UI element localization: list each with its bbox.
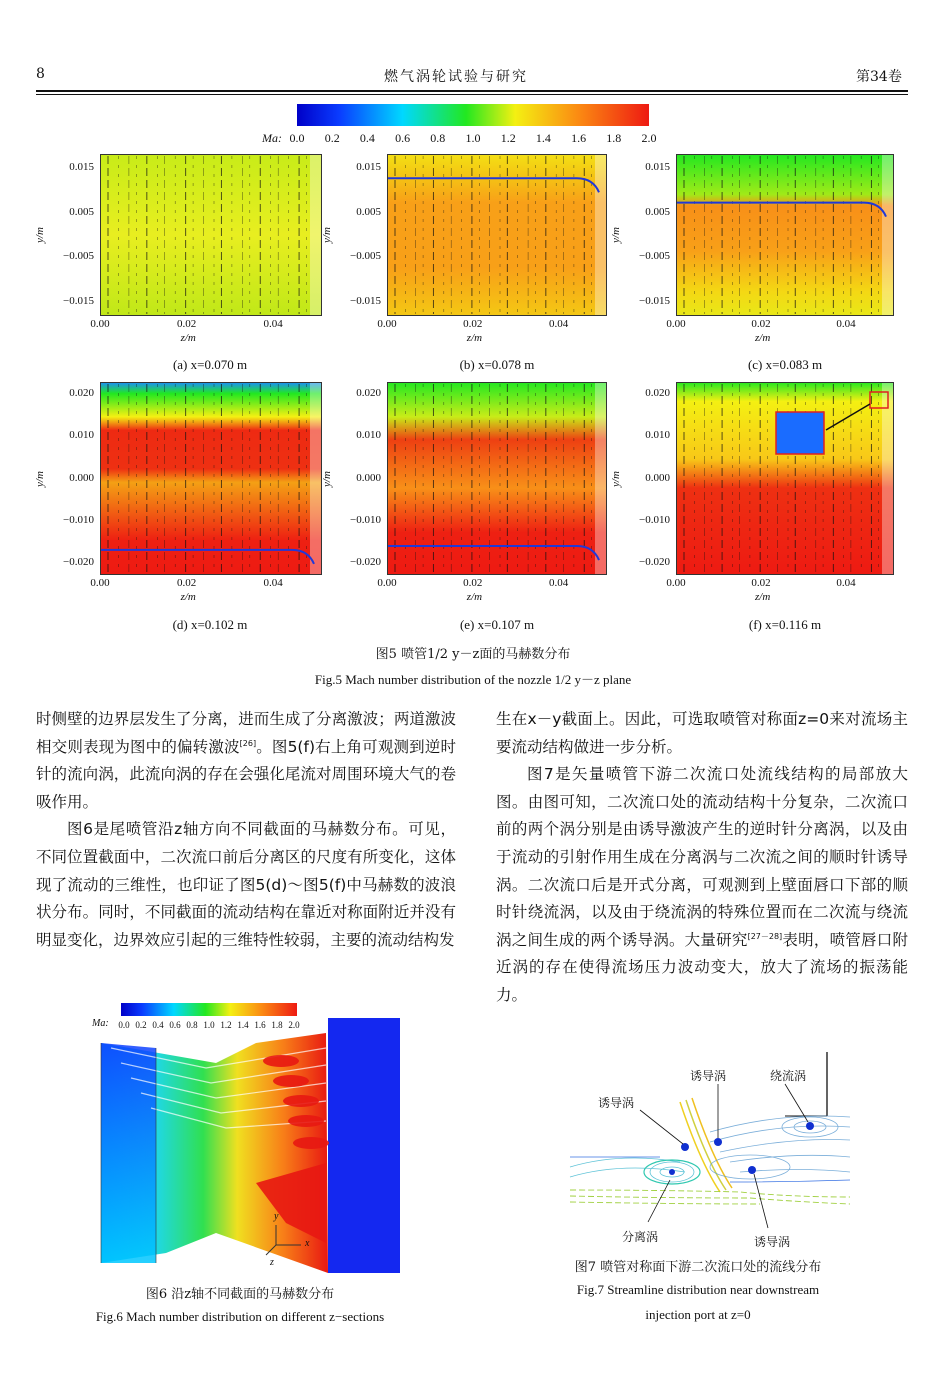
fig6-axis-z: z (270, 1257, 274, 1268)
fig6-colorbar-tick: 0.6 (169, 1020, 181, 1030)
x-tick-label: 0.02 (176, 577, 197, 589)
fig6-colorbar-tick: 1.4 (237, 1020, 249, 1030)
colorbar-tick: 0.2 (324, 131, 340, 145)
x-axis-label: z/m (180, 332, 196, 344)
fig6-caption-en: Fig.6 Mach number distribution on different z−sections (95, 1309, 385, 1324)
y-tick-label: 0.005 (645, 205, 670, 218)
fig7-caption-en-2: injection port at z=0 (645, 1307, 751, 1322)
x-tick-label: 0.04 (836, 318, 856, 330)
subfigure-caption: (e) x=0.107 m (459, 617, 535, 632)
x-tick-label: 0.02 (463, 318, 483, 330)
subfigure-caption: (b) x=0.078 m (459, 357, 535, 372)
fig5-panel-plot (676, 382, 894, 575)
x-axis-label: z/m (755, 591, 771, 603)
fig6-colorbar-tick: 2.0 (288, 1020, 300, 1030)
colorbar-tick: 0.0 (289, 131, 305, 145)
y-tick-label: 0.020 (645, 387, 670, 399)
fig7-label-bypass: 绕流涡 (770, 1069, 807, 1083)
y-tick-label: 0.000 (645, 471, 670, 484)
y-tick-label: −0.020 (63, 556, 94, 568)
page-number: 8 (36, 66, 45, 82)
x-axis-label: z/m (180, 591, 196, 603)
y-tick-label: −0.015 (350, 295, 381, 307)
y-tick-label: 0.005 (69, 205, 94, 218)
x-tick-label: 0.04 (263, 577, 283, 589)
left-paragraph-2: 图6是尾喷管沿z轴方向不同截面的马赫数分布。可见，不同位置截面中，二次流口前后分离区的尺度有所变化，这体现了流动的三维性，也印证了图5(d)～图5(f)中马赫数的波浪状分布。同时，不同截面的流动结构在靠近对称面附近并没有明显变化，边界效应引起的三维特性较弱，主要的流动结构发 (36, 820, 456, 949)
fig7-caption-en-1: Fig.7 Streamline distribution near downstream (576, 1282, 820, 1297)
fig5-colorbar (297, 104, 649, 126)
subfigure-caption: (f) x=0.116 m (748, 617, 822, 632)
y-tick-label: −0.015 (639, 295, 670, 307)
fig5-panel-plot (387, 154, 607, 316)
y-tick-label: −0.005 (63, 250, 94, 263)
fig6-colorbar-label: Ma: (92, 1018, 109, 1029)
subfigure-caption: (d) x=0.102 m (172, 617, 248, 632)
y-tick-label: −0.020 (639, 556, 670, 568)
x-tick-label: 0.04 (548, 318, 569, 330)
fig6-colorbar-tick: 0.2 (135, 1020, 147, 1030)
y-tick-label: 0.015 (356, 161, 381, 173)
x-tick-label: 0.02 (751, 318, 771, 330)
fig5-panel-plot (100, 154, 322, 316)
x-tick-label: 0.00 (377, 318, 397, 330)
x-axis-label: z/m (755, 332, 771, 344)
fig7-caption-cn: 图7 喷管对称面下游二次流口处的流线分布 (574, 1260, 822, 1275)
x-tick-label: 0.04 (263, 318, 283, 330)
y-tick-label: −0.010 (639, 513, 670, 526)
fig6-colorbar-tick: 0.0 (118, 1020, 130, 1030)
y-tick-label: −0.010 (63, 513, 94, 526)
x-tick-label: 0.00 (666, 318, 686, 330)
x-tick-label: 0.04 (548, 577, 569, 589)
subfigure-caption: (a) x=0.070 m (172, 357, 248, 372)
colorbar-tick: 1.0 (465, 131, 481, 145)
fig6-colorbar-tick: 1.6 (254, 1020, 266, 1030)
colorbar-tick: 2.0 (641, 131, 657, 145)
y-axis-label: y/m (609, 227, 622, 243)
colorbar-tick: 1.6 (571, 131, 587, 145)
y-axis-label: y/m (33, 227, 46, 243)
x-tick-label: 0.00 (666, 577, 686, 589)
fig7-label-induced-2: 诱导涡 (690, 1069, 727, 1083)
fig7-label-separation: 分离涡 (622, 1230, 659, 1244)
colorbar-tick: 1.8 (606, 131, 622, 145)
y-tick-label: −0.005 (350, 250, 381, 263)
y-tick-label: 0.020 (356, 387, 381, 399)
x-tick-label: 0.02 (751, 577, 771, 589)
y-axis-label: y/m (33, 470, 46, 487)
colorbar-tick: 0.8 (430, 131, 446, 145)
y-tick-label: 0.010 (645, 429, 670, 442)
y-tick-label: 0.015 (69, 161, 94, 173)
y-tick-label: −0.015 (63, 295, 94, 307)
x-tick-label: 0.00 (90, 318, 110, 330)
y-tick-label: 0.020 (69, 387, 94, 399)
y-tick-label: 0.015 (645, 161, 670, 173)
left-column-text (36, 706, 456, 954)
fig5-caption-cn: 图5 喷管1/2 y－z面的马赫数分布 (375, 647, 571, 662)
right-column-text (496, 706, 908, 1010)
y-axis-label: y/m (320, 470, 333, 487)
fig6-colorbar-tick: 0.4 (152, 1020, 164, 1030)
header-rule-thin (36, 94, 908, 95)
y-tick-label: −0.020 (350, 556, 381, 568)
right-paragraph-2: 图7是矢量喷管下游二次流口处流线结构的局部放大图。由图可知，二次流口处的流动结构十分复杂，二次流口前的两个涡分别是由诱导激波产生的逆时针分离涡，以及由于流动的引射作用生成在分离涡与二次流之间的顺时针诱导涡。二次流口后是开式分离，可观测到上壁面唇口下部的顺时针绕流涡，以及由于绕流涡的特殊位置而在二次流与绕流涡之间生成的两个诱导涡。大量研究[27－28]表明，喷管唇口附近涡的存在使得流场压力波动变大，放大了流场的振荡能力。 (496, 765, 908, 1004)
header-rule (36, 90, 908, 92)
y-tick-label: 0.010 (69, 429, 94, 442)
x-tick-label: 0.00 (377, 577, 397, 589)
x-axis-label: z/m (466, 332, 483, 344)
fig6-3d-view (96, 1003, 402, 1273)
colorbar-tick: 1.4 (535, 131, 551, 145)
fig6-caption-cn: 图6 沿z轴不同截面的马赫数分布 (145, 1287, 335, 1302)
colorbar-tick: 0.4 (359, 131, 375, 145)
fig6-colorbar-tick: 1.2 (220, 1020, 232, 1030)
left-paragraph-1: 时侧壁的边界层发生了分离，进而生成了分离激波；两道激波相交则表现为图中的偏转激波[26]。图5(f)右上角可观测到逆时针的流向涡，此流向涡的存在会强化尾流对周围环境大气的卷吸作用。 (36, 710, 456, 811)
y-tick-label: −0.010 (350, 513, 381, 526)
y-axis-label: y/m (609, 470, 622, 487)
fig5-panel-plot (676, 154, 894, 316)
fig7-label-induced-1: 诱导涡 (598, 1096, 635, 1110)
fig5-caption-en: Fig.5 Mach number distribution of the nozzle 1/2 y－z plane (314, 672, 632, 687)
x-tick-label: 0.02 (176, 318, 197, 330)
y-tick-label: 0.000 (69, 471, 94, 484)
subfigure-caption: (c) x=0.083 m (747, 357, 823, 372)
y-axis-label: y/m (320, 227, 333, 243)
fig6-colorbar-tick: 1.8 (271, 1020, 283, 1030)
journal-title: 燃气涡轮试验与研究 (384, 69, 528, 85)
x-tick-label: 0.04 (836, 577, 856, 589)
volume-label: 第34卷 (856, 69, 902, 85)
fig6-colorbar-tick: 0.8 (186, 1020, 198, 1030)
y-tick-label: 0.005 (356, 205, 381, 218)
colorbar-tick: 1.2 (500, 131, 516, 145)
x-tick-label: 0.02 (463, 577, 483, 589)
fig7-label-induced-3: 诱导涡 (754, 1235, 791, 1249)
fig5-panel-plot (100, 382, 322, 575)
fig6-axis-x: x (305, 1238, 310, 1249)
y-tick-label: 0.000 (356, 471, 381, 484)
x-tick-label: 0.00 (90, 577, 110, 589)
y-tick-label: 0.010 (356, 429, 381, 442)
fig6-colorbar-tick: 1.0 (203, 1020, 215, 1030)
fig5-colorbar-label: Ma: (262, 131, 282, 145)
fig6-axis-y: y (274, 1211, 279, 1222)
fig5-panel-plot (387, 382, 607, 575)
x-axis-label: z/m (466, 591, 483, 603)
colorbar-tick: 0.6 (395, 131, 411, 145)
right-paragraph-1: 生在x－y截面上。因此，可选取喷管对称面z=0来对流场主要流动结构做进一步分析。 (496, 710, 908, 756)
y-tick-label: −0.005 (639, 250, 670, 263)
